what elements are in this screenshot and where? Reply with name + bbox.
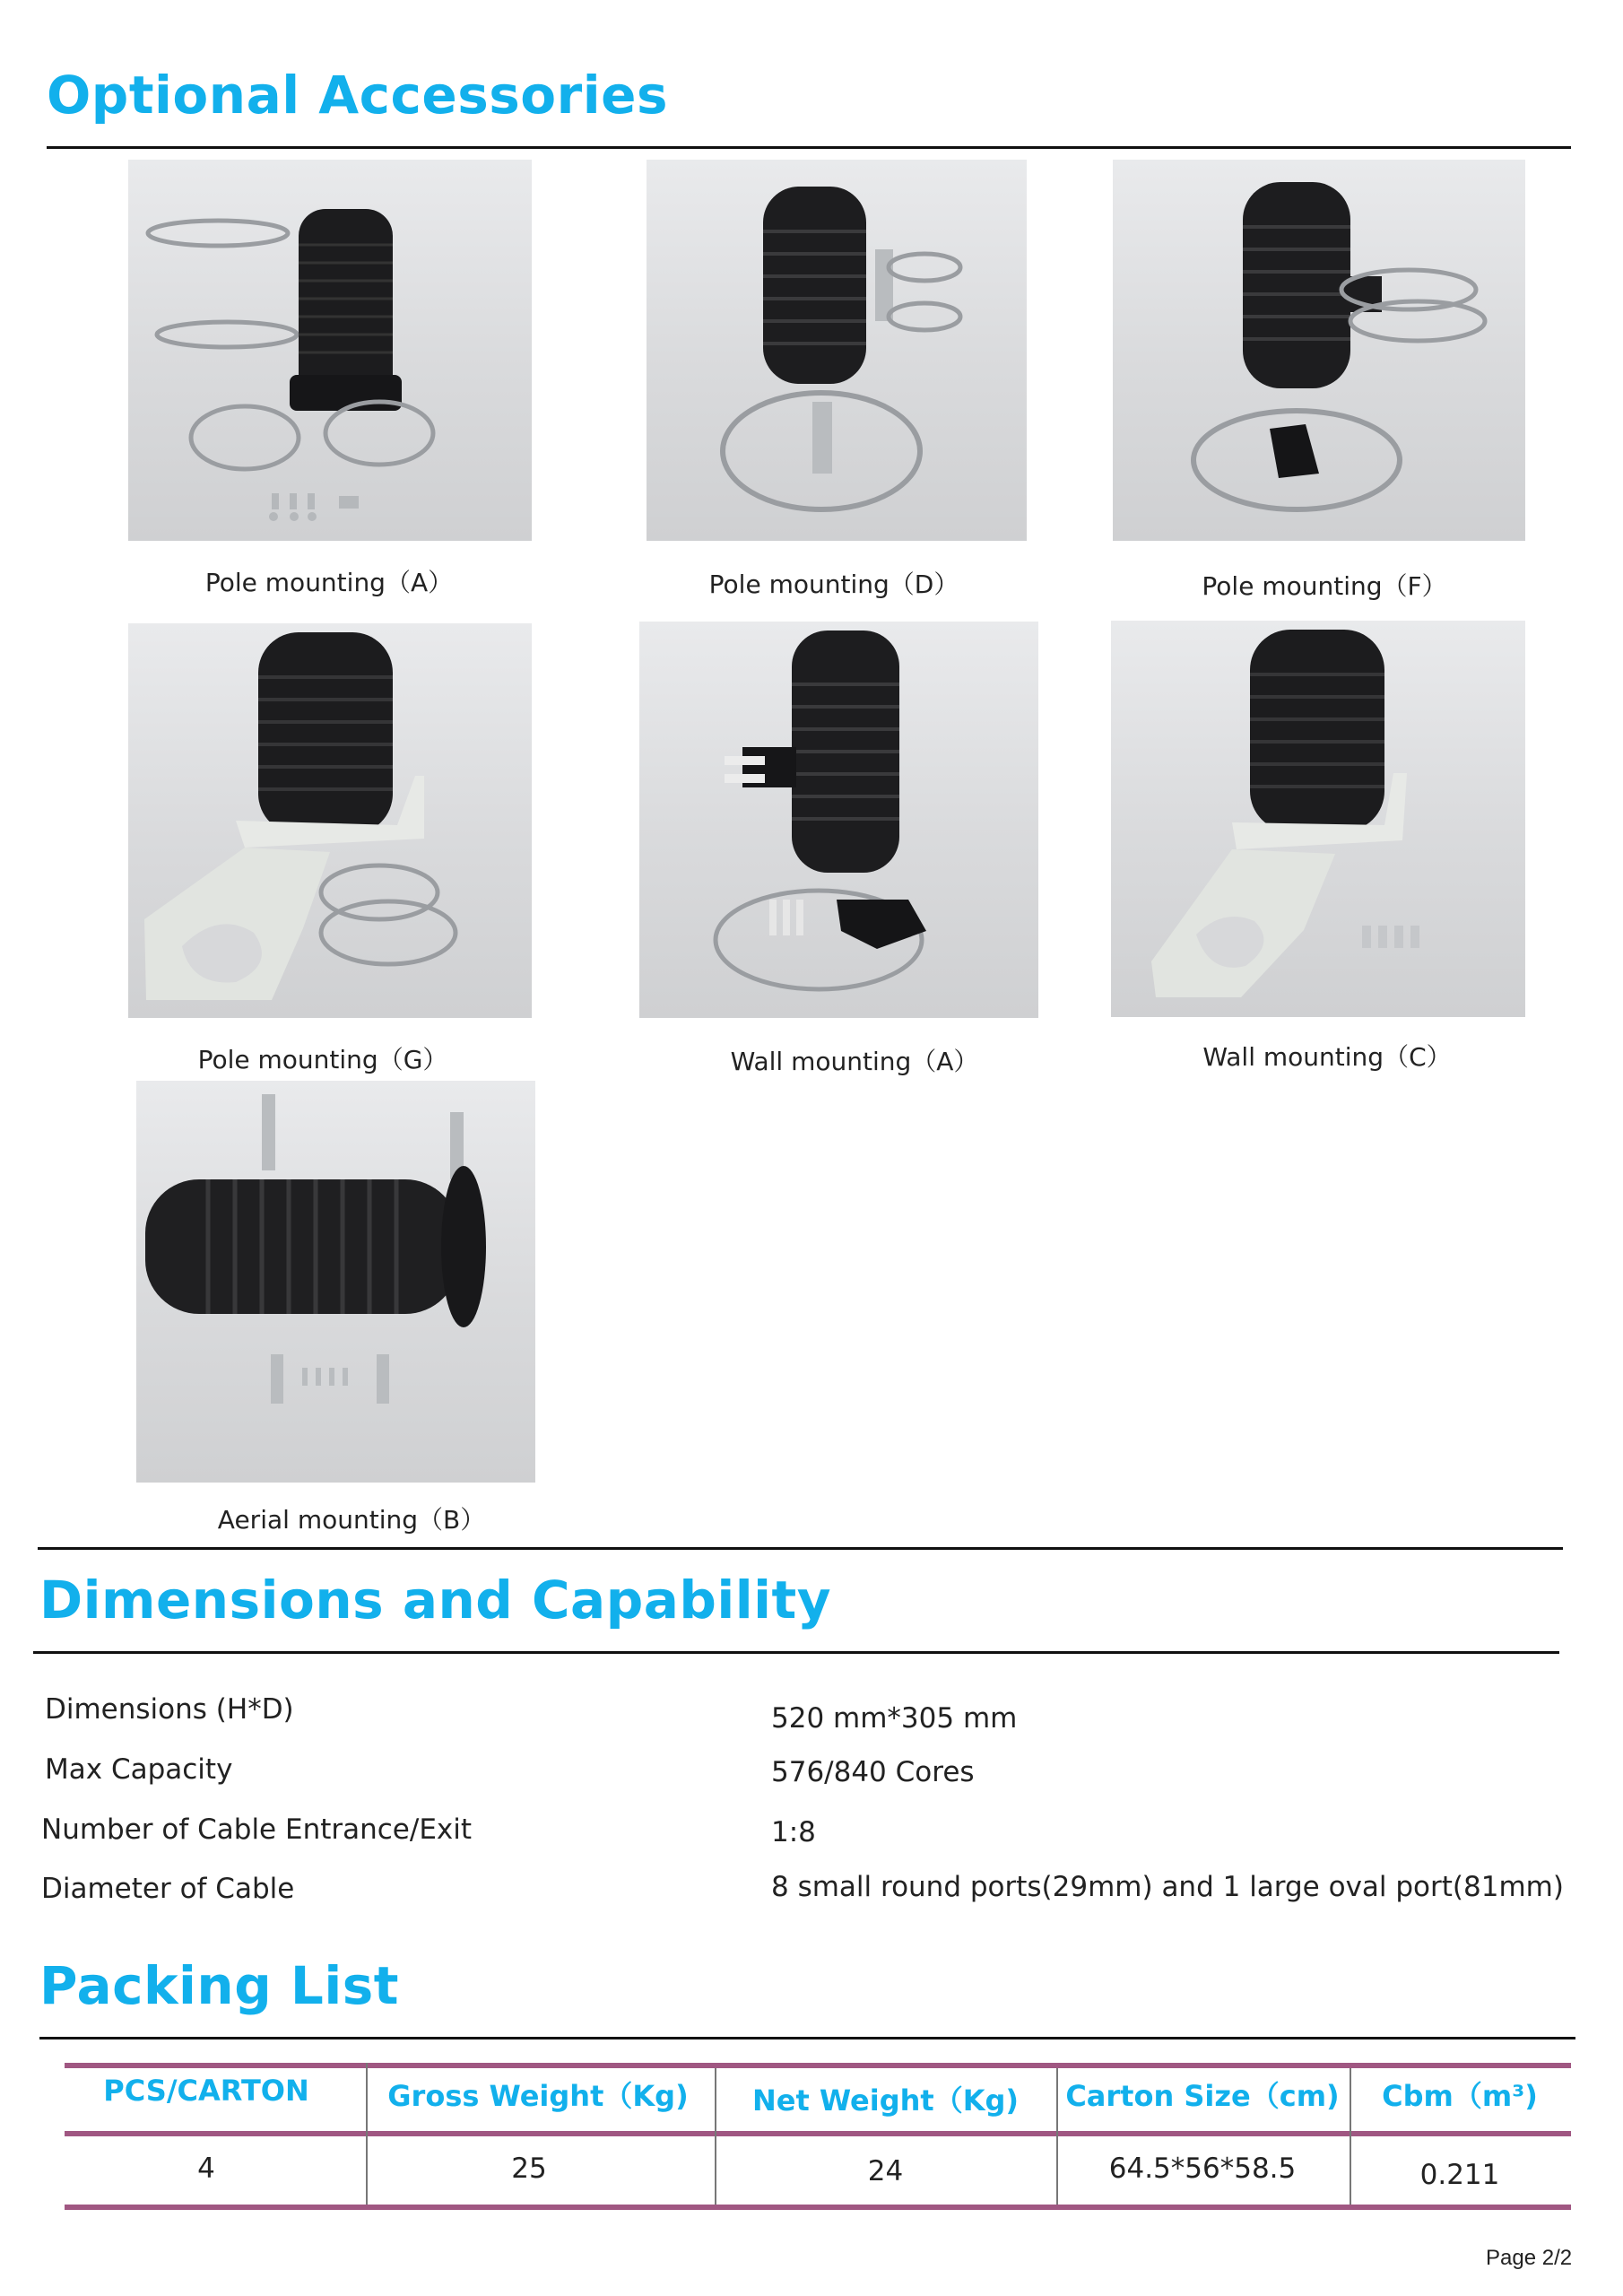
- spec-value-cable-entrance: 1:8: [771, 1816, 816, 1848]
- table-header-cell: PCS/CARTON: [103, 2074, 309, 2108]
- accessory-caption: Pole mounting（F）: [1202, 571, 1447, 601]
- accessory-image-pole-mounting-d: [647, 160, 1027, 541]
- spec-label-max-capacity: Max Capacity: [45, 1753, 233, 1786]
- table-cell: 25: [511, 2152, 547, 2185]
- spec-value-max-capacity: 576/840 Cores: [771, 1756, 975, 1788]
- closure-with-plate-illustration: [128, 623, 532, 1018]
- table-rule-middle: [65, 2131, 1571, 2136]
- accessory-caption: Aerial mounting（B）: [217, 1505, 486, 1535]
- closure-with-pole-bracket-illustration: [647, 160, 1027, 541]
- section-title-accessories: Optional Accessories: [47, 65, 669, 126]
- accessory-image-pole-mounting-g: [128, 623, 532, 1018]
- table-rule-bottom: [65, 2205, 1571, 2210]
- table-column-divider: [1350, 2068, 1351, 2205]
- spec-label-dimensions: Dimensions (H*D): [45, 1693, 294, 1726]
- accessory-image-aerial-mounting-b: [136, 1081, 535, 1483]
- accessory-image-pole-mounting-a: [128, 160, 532, 541]
- spec-value-cable-diameter: 8 small round ports(29mm) and 1 large oval port(81mm): [771, 1871, 1564, 1903]
- closure-with-wall-plate-illustration: [1111, 621, 1525, 1017]
- closure-horizontal-aerial-illustration: [136, 1081, 535, 1483]
- accessory-image-pole-mounting-f: [1113, 160, 1525, 541]
- spec-label-cable-diameter: Diameter of Cable: [41, 1873, 295, 1905]
- section-divider: [39, 2037, 1575, 2039]
- section-title-dimensions: Dimensions and Capability: [39, 1570, 832, 1631]
- spec-label-cable-entrance: Number of Cable Entrance/Exit: [41, 1813, 473, 1846]
- accessory-caption: Wall mounting（C）: [1202, 1042, 1452, 1072]
- closure-with-wall-bracket-illustration: [639, 622, 1038, 1018]
- table-header-cell: Net Weight（Kg): [751, 2083, 1020, 2118]
- closure-with-bracket-clamps-illustration: [1113, 160, 1525, 541]
- page-number: Page 2/2: [1486, 2246, 1573, 2270]
- accessory-image-wall-mounting-a: [639, 622, 1038, 1018]
- table-cell: 24: [867, 2155, 904, 2187]
- table-header-cell: Carton Size（cm): [1065, 2079, 1340, 2113]
- section-divider: [38, 1547, 1563, 1550]
- spec-value-dimensions: 520 mm*305 mm: [771, 1702, 1018, 1735]
- accessory-caption: Pole mounting（G）: [197, 1045, 448, 1074]
- section-title-packing: Packing List: [39, 1955, 400, 2016]
- section-divider: [33, 1651, 1559, 1654]
- closure-with-clamps-illustration: [128, 160, 532, 541]
- table-cell: 0.211: [1419, 2159, 1500, 2191]
- table-rule-top: [65, 2063, 1571, 2068]
- table-cell: 4: [197, 2152, 215, 2185]
- accessory-caption: Wall mounting（A）: [730, 1047, 979, 1076]
- section-divider: [47, 146, 1571, 149]
- table-header-cell: Gross Weight（Kg): [387, 2079, 689, 2113]
- accessory-caption: Pole mounting（D）: [708, 570, 959, 599]
- accessory-caption: Pole mounting（A）: [204, 568, 454, 597]
- table-cell: 64.5*56*58.5: [1108, 2152, 1297, 2185]
- table-header-cell: Cbm（m³): [1382, 2079, 1538, 2113]
- table-column-divider: [715, 2068, 716, 2205]
- accessory-image-wall-mounting-c: [1111, 621, 1525, 1017]
